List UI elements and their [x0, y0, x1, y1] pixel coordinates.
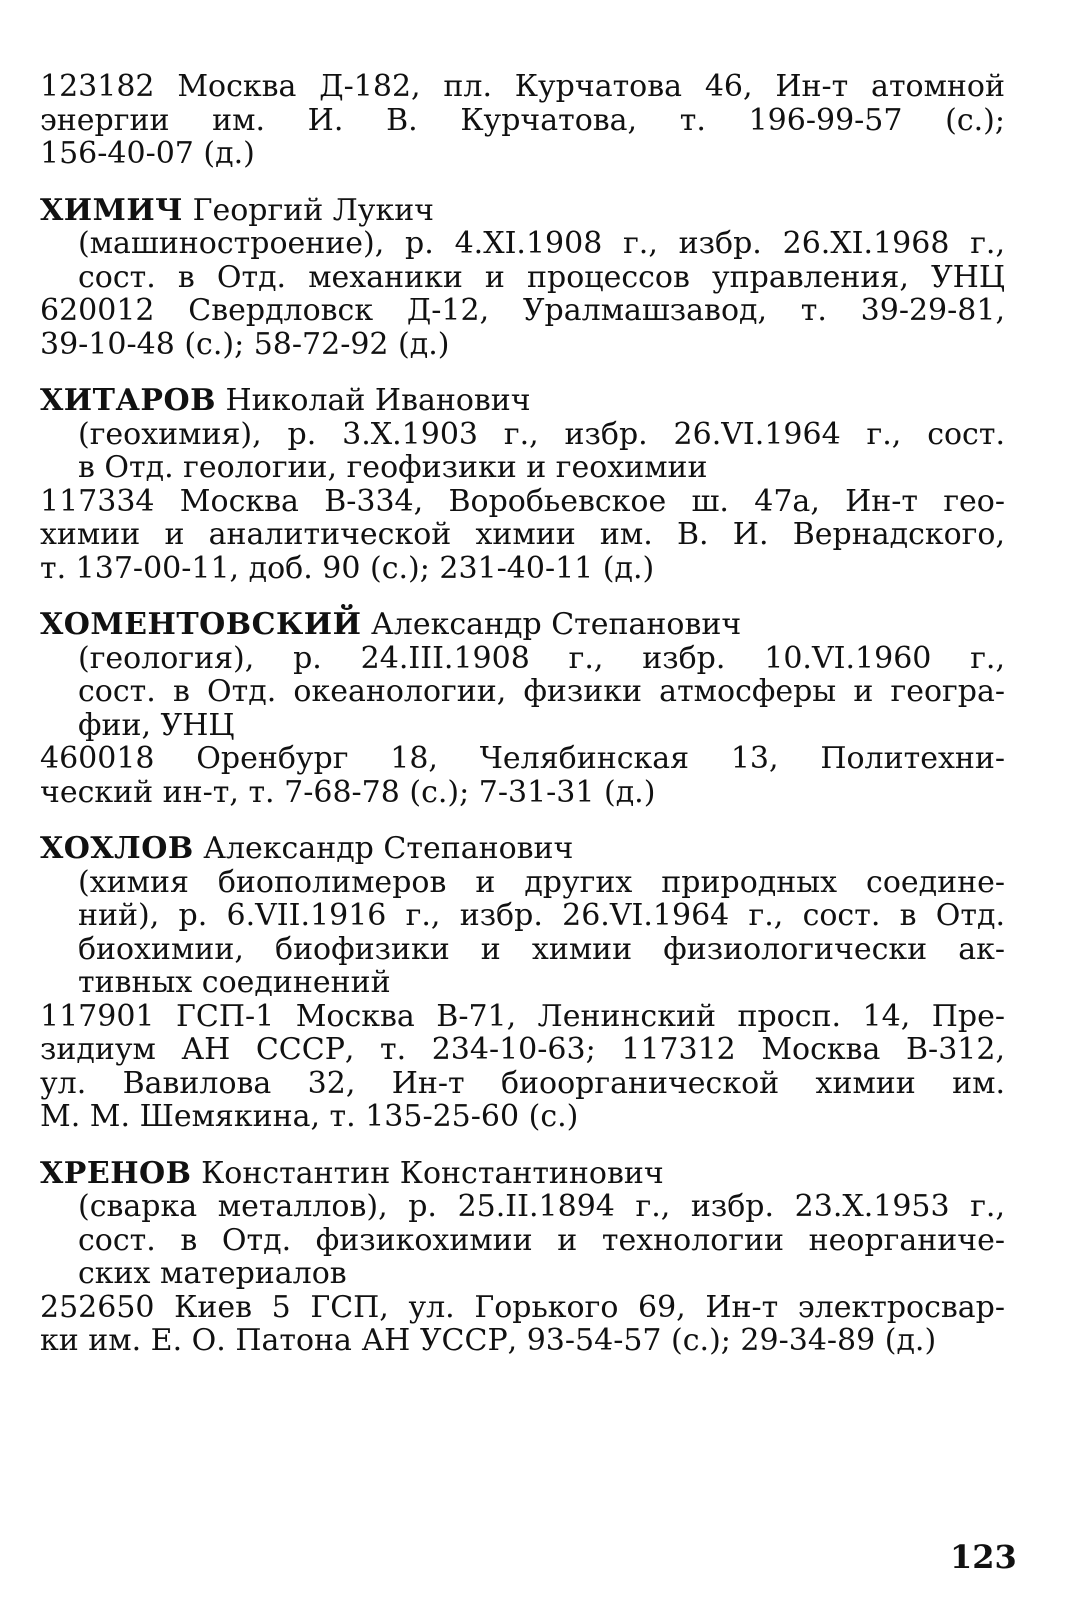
entry-heading	[40, 1157, 1005, 1191]
entry-surname: ХРЕНОВ	[40, 1155, 192, 1191]
address-line: 460018 Оренбург 18, Челябинская 13, Политехни-	[40, 741, 1005, 776]
entry-surname: ХИМИЧ	[40, 192, 184, 228]
address-line: зидиум АН СССР, т. 234-10-63; 117312 Москва В-312,	[40, 1032, 1005, 1067]
info-line: ских материалов	[78, 1256, 347, 1291]
address-line: химии и аналитической химии им. В. И. Вернадского,	[40, 517, 1005, 552]
address-line: 117334 Москва В-334, Воробьевское ш. 47а, Ин-т гео-	[40, 483, 1005, 519]
address-line: 123182 Москва Д-182, пл. Курчатова 46, Ин-т атомной	[40, 69, 1005, 104]
page-number: 123	[950, 1538, 1017, 1576]
info-line: биохимии, биофизики и химии физиологически ак-	[78, 931, 1005, 967]
address-line: 39-10-48 (с.); 58-72-92 (д.)	[40, 326, 450, 362]
entry-surname: ХОХЛОВ	[40, 831, 194, 866]
info-line: сост. в Отд. физикохимии и технологии неорганиче-	[78, 1222, 1005, 1258]
continuation-entry	[40, 70, 1005, 171]
entry-given-name: Георгий Лукич	[192, 192, 435, 228]
address-line: энергии им. И. В. Курчатова, т. 196-99-57 (с.);	[40, 102, 1005, 138]
entry-heading	[40, 608, 1005, 642]
entry-given-name: Константин Константинович	[201, 1155, 664, 1191]
address-line: 620012 Свердловск Д-12, Уралмашзавод, т. 39-29-81,	[40, 293, 1005, 328]
entry-khrenov	[40, 1157, 1005, 1358]
address-line: 252650 Киев 5 ГСП, ул. Горького 69, Ин-т электросвар-	[40, 1289, 1005, 1325]
entry-given-name: Николай Иванович	[225, 383, 531, 418]
address-line: 117901 ГСП-1 Москва В-71, Ленинский просп. 14, Пре-	[40, 998, 1005, 1034]
address-line: ул. Вавилова 32, Ин-т биоорганической химии им.	[40, 1065, 1005, 1101]
address-line: М. М. Шемякина, т. 135-25-60 (с.)	[40, 1099, 579, 1134]
entry-heading	[40, 832, 1005, 866]
entry-surname: ХОМЕНТОВСКИЙ	[40, 607, 362, 642]
entry-heading	[40, 384, 1005, 418]
info-line: в Отд. геологии, геофизики и геохимии	[78, 450, 708, 485]
address-line: ки им. Е. О. Патона АН УССР, 93-54-57 (с.); 29-34-89 (д.)	[40, 1323, 937, 1358]
entry-khitarov	[40, 384, 1005, 585]
address-line: ческий ин-т, т. 7-68-78 (с.); 7-31-31 (д.)	[40, 774, 656, 810]
info-line: (химия биополимеров и других природных соедине-	[78, 864, 1005, 900]
info-line: ний), р. 6.VII.1916 г., избр. 26.VI.1964 г., сост. в Отд.	[78, 898, 1005, 933]
info-line: (машиностроение), р. 4.XI.1908 г., избр. 26.XI.1968 г.,	[78, 226, 1005, 261]
info-line: сост. в Отд. механики и процессов управления, УНЦ	[78, 259, 1005, 295]
info-line: (геология), р. 24.III.1908 г., избр. 10.VI.1960 г.,	[78, 640, 1005, 676]
entry-given-name: Александр Степанович	[203, 831, 574, 866]
entry-heading	[40, 194, 1005, 228]
entry-khimich	[40, 194, 1005, 362]
info-line: (геохимия), р. 3.X.1903 г., избр. 26.VI.1964 г., сост.	[78, 416, 1005, 452]
info-line: тивных соединений	[78, 965, 391, 1000]
entry-given-name: Александр Степанович	[371, 607, 742, 642]
info-line: сост. в Отд. океанологии, физики атмосферы и геогра-	[78, 674, 1005, 709]
entry-khomentovsky	[40, 608, 1005, 809]
entry-khokhlov	[40, 832, 1005, 1134]
entry-surname: ХИТАРОВ	[40, 383, 216, 418]
info-line: (сварка металлов), р. 25.II.1894 г., избр. 23.X.1953 г.,	[78, 1189, 1005, 1224]
address-line: 156-40-07 (д.)	[40, 136, 255, 171]
address-line: т. 137-00-11, доб. 90 (с.); 231-40-11 (д.)	[40, 550, 655, 586]
info-line: фии, УНЦ	[78, 707, 235, 743]
directory-page	[40, 70, 1005, 1358]
